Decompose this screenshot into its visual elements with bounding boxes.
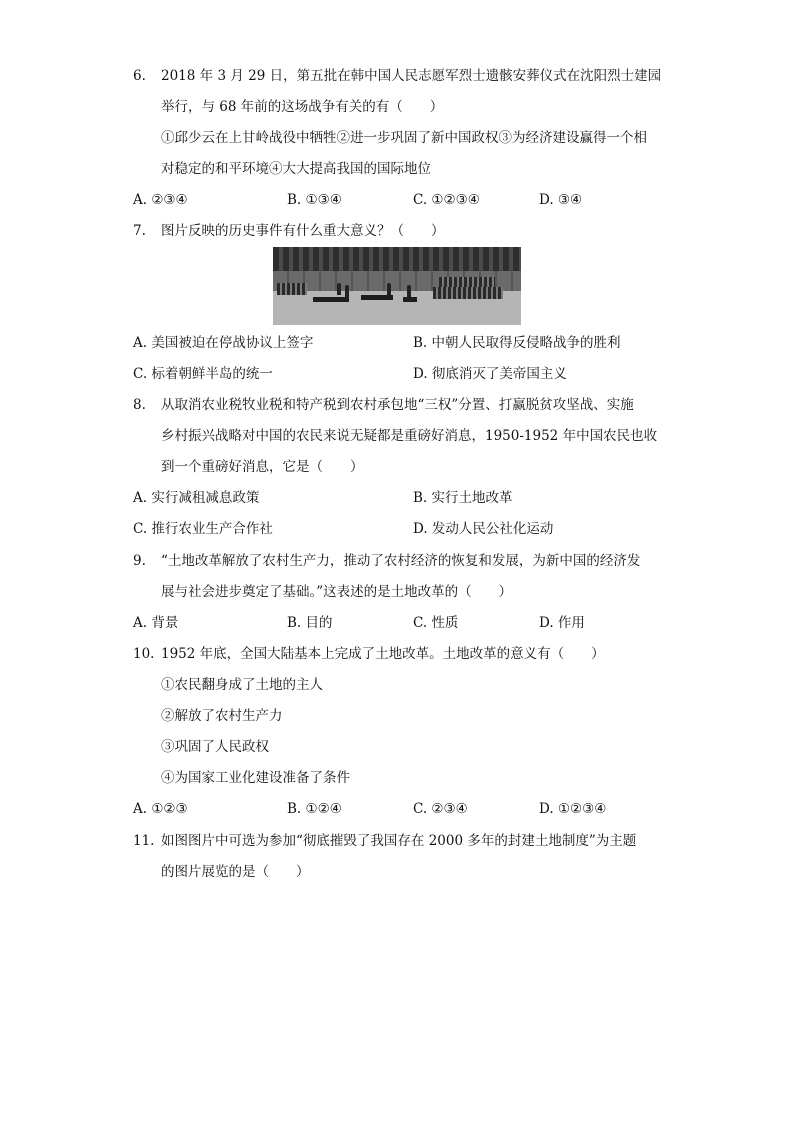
option-c[interactable]: C. ②③④ — [413, 801, 468, 817]
question-text-line: 的图片展览的是（ ） — [161, 864, 310, 880]
option-a[interactable]: A. 美国被迫在停战协议上签字 — [133, 335, 314, 351]
question-number: 11. — [133, 833, 155, 849]
question-number: 6. — [133, 68, 146, 84]
option-b[interactable]: B. ①③④ — [287, 192, 342, 208]
option-a[interactable]: A. ①②③ — [133, 801, 188, 817]
question-text-line: 到一个重磅好消息，它是（ ） — [161, 459, 364, 475]
question-text-line: 从取消农业税牧业税和特产税到农村承包地“三权”分置、打赢脱贫攻坚战、实施 — [161, 397, 634, 413]
question-number: 7. — [133, 223, 146, 239]
question-text-line: “土地改革解放了农村生产力，推动了农村经济的恢复和发展，为新中国的经济发 — [161, 553, 641, 569]
option-b[interactable]: B. ①②④ — [287, 801, 342, 817]
question-text-line: ②解放了农村生产力 — [161, 708, 283, 724]
option-b[interactable]: B. 中朝人民取得反侵略战争的胜利 — [413, 335, 621, 351]
option-b[interactable]: B. 目的 — [287, 615, 333, 631]
question-text-line: ④为国家工业化建设准备了条件 — [161, 770, 350, 786]
option-a[interactable]: A. 实行减租减息政策 — [133, 490, 260, 506]
question-text-line: 如图图片中可选为参加“彻底摧毁了我国存在 2000 多年的封建土地制度”为主题 — [161, 833, 637, 849]
option-d[interactable]: D. ①②③④ — [539, 801, 607, 817]
option-d[interactable]: D. 作用 — [539, 615, 585, 631]
question-text-line: 1952 年底，全国大陆基本上完成了土地改革。土地改革的意义有（ ） — [161, 646, 605, 662]
question-text-line: 举行，与 68 年前的这场战争有关的有（ ） — [161, 99, 444, 115]
question-number: 10. — [133, 646, 155, 662]
option-c[interactable]: C. 性质 — [413, 615, 459, 631]
question-text-line: 展与社会进步奠定了基础。”这表述的是土地改革的（ ） — [161, 584, 513, 600]
option-c[interactable]: C. 标着朝鲜半岛的统一 — [133, 366, 273, 382]
option-d[interactable]: D. 发动人民公社化运动 — [413, 521, 554, 537]
option-d[interactable]: D. 彻底消灭了美帝国主义 — [413, 366, 567, 382]
question-text-line: 乡村振兴战略对中国的农民来说无疑都是重磅好消息，1950-1952 年中国农民也收 — [161, 428, 658, 444]
option-c[interactable]: C. ①②③④ — [413, 192, 480, 208]
question-text-line: ③巩固了人民政权 — [161, 739, 269, 755]
question-text-line: 对稳定的和平环境④大大提高我国的国际地位 — [161, 161, 431, 177]
question-number: 8. — [133, 397, 146, 413]
question-number: 9. — [133, 553, 146, 569]
question-text-line: 2018 年 3 月 29 日，第五批在韩中国人民志愿军烈士遗骸安葬仪式在沈阳烈士建园 — [161, 68, 662, 84]
option-a[interactable]: A. 背景 — [133, 615, 179, 631]
question-text-line: ①农民翻身成了土地的主人 — [161, 677, 323, 693]
option-d[interactable]: D. ③④ — [539, 192, 583, 208]
question-text-line: 图片反映的历史事件有什么重大意义？（ ） — [161, 223, 445, 239]
option-b[interactable]: B. 实行土地改革 — [413, 490, 513, 506]
option-c[interactable]: C. 推行农业生产合作社 — [133, 521, 273, 537]
option-a[interactable]: A. ②③④ — [133, 192, 188, 208]
armistice-signing-photo — [273, 247, 521, 325]
question-text-line: ①邱少云在上甘岭战役中牺牲②进一步巩固了新中国政权③为经济建设赢得一个相 — [161, 130, 647, 146]
